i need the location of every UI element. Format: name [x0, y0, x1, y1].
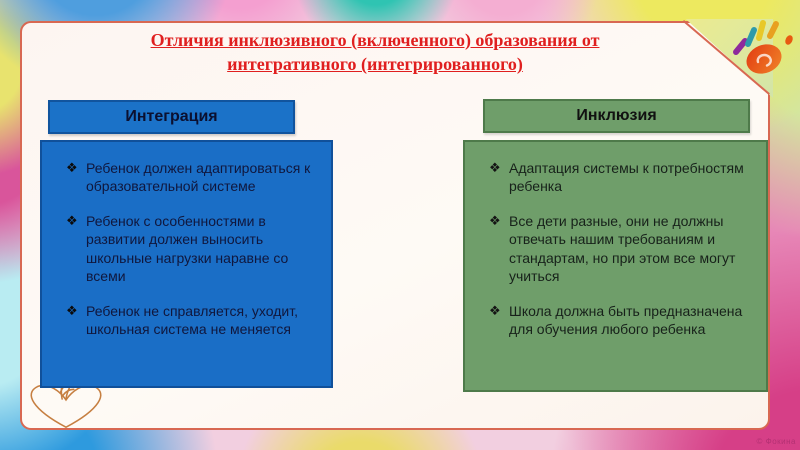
- diamond-bullet-icon: ❖: [66, 212, 78, 228]
- inclusion-header: Инклюзия: [483, 99, 750, 133]
- handprint-logo-icon: [726, 16, 798, 82]
- list-item: [64, 159, 319, 196]
- diamond-bullet-icon: ❖: [66, 302, 78, 318]
- list-item-text: Адаптация системы к потребностям ребенка: [509, 160, 744, 195]
- inclusion-panel: [463, 140, 768, 392]
- author-watermark: © Фокина: [756, 437, 796, 446]
- diamond-bullet-icon: ❖: [66, 160, 78, 175]
- list-item-text: Ребенок не справляется, уходит, школьная система не меняется: [86, 302, 298, 338]
- integration-header: Интеграция: [48, 100, 295, 134]
- diamond-bullet-icon: ❖: [489, 302, 501, 318]
- diamond-bullet-icon: ❖: [489, 160, 501, 175]
- list-item: [64, 302, 319, 339]
- list-item: [64, 212, 319, 286]
- slide-title: Отличия инклюзивного (включенного) образования от интегративного (интегрированного): [150, 30, 600, 75]
- list-item: [487, 159, 754, 196]
- integration-panel: [40, 140, 333, 388]
- diamond-bullet-icon: ❖: [489, 212, 501, 228]
- list-item-text: Ребенок должен адаптироваться к образовательной системе: [86, 160, 311, 195]
- list-item-text: Школа должна быть предназначена для обучения любого ребенка: [509, 302, 743, 338]
- list-item-text: Все дети разные, они не должны отвечать нашим требованиям и стандартам, но при этом все могут учиться: [509, 212, 736, 285]
- list-item: [487, 212, 754, 286]
- list-item-text: Ребенок с особенностями в развитии должен выносить школьные нагрузки наравне со всеми: [86, 212, 289, 285]
- list-item: [487, 302, 754, 339]
